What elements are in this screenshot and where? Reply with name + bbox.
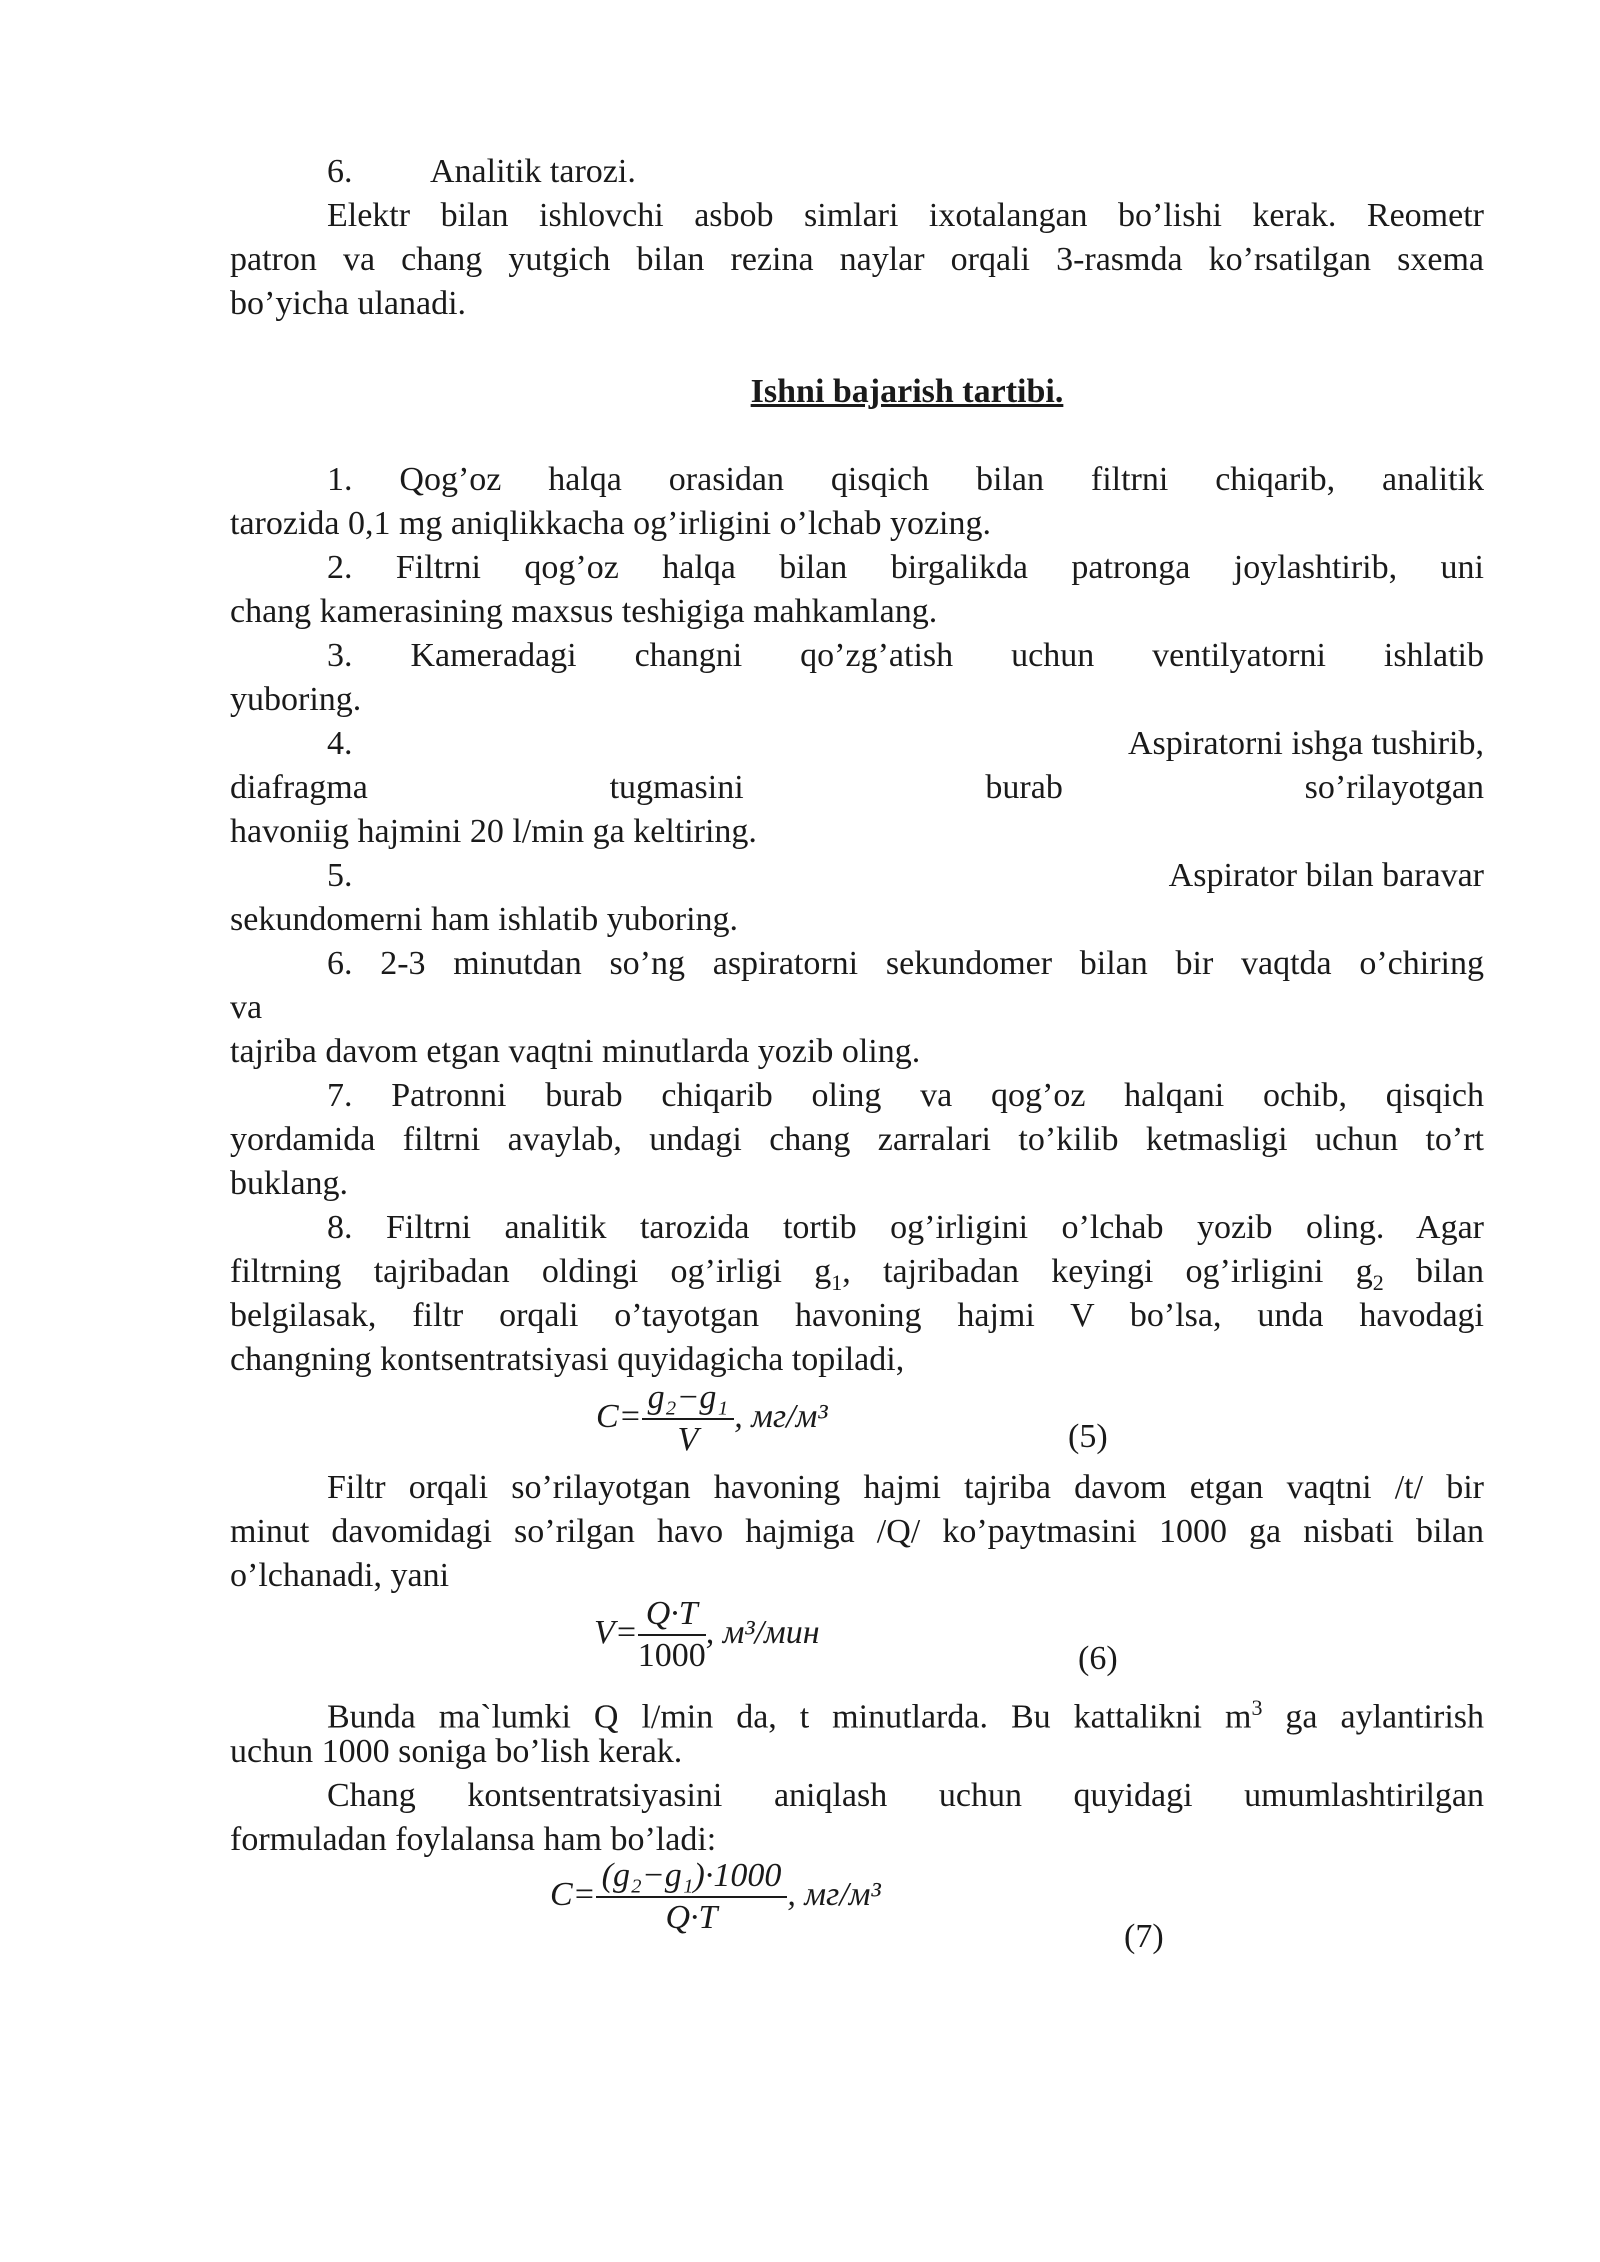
text-run: Bunda ma`lumki Q l/min da, t minutlarda. Bu kattalikni m bbox=[327, 1698, 1252, 1736]
step-6-line: tajriba davom etgan vaqtni minutlarda yozib oling. bbox=[230, 1033, 921, 1070]
paragraph-line: bo’yicha ulanadi. bbox=[230, 285, 467, 322]
formula-7 bbox=[550, 1856, 881, 1938]
section-heading: Ishni bajarish tartibi. bbox=[750, 373, 1064, 410]
list-item-6 bbox=[230, 150, 1484, 194]
step-7-line: yordamida filtrni avaylab, undagi chang zarralari to’kilib ketmasligi uchun to’rt bbox=[230, 1121, 1484, 1158]
numerator: g₂−g₁ bbox=[642, 1378, 735, 1420]
step-6-line: va bbox=[230, 989, 263, 1026]
formula-unit: , мг/м³ bbox=[787, 1875, 881, 1913]
paragraph-line: uchun 1000 soniga bo’lish kerak. bbox=[230, 1733, 683, 1770]
step-8-line: belgilasak, filtr orqali o’tayotgan havoning hajmi V bo’lsa, unda havodagi bbox=[230, 1297, 1484, 1334]
subscript: 1 bbox=[831, 1269, 843, 1295]
item-text: Aspiratorni ishga tushirib, bbox=[1127, 725, 1484, 762]
paragraph-line: patron va chang yutgich bilan rezina naylar orqali 3-rasmda ko’rsatilgan sxema bbox=[230, 241, 1484, 278]
step-3-line: 3. Kameradagi changni qo’zg’atish uchun ventilyatorni ishlatib bbox=[327, 637, 1484, 674]
step-4-line: diafragma tugmasini burab so’rilayotgan bbox=[230, 769, 1484, 806]
denominator: 1000 bbox=[637, 1637, 706, 1674]
text-run: bilan bbox=[1383, 1253, 1485, 1290]
item-text: Aspirator bilan baravar bbox=[1168, 857, 1484, 894]
step-3-line: yuboring. bbox=[230, 681, 362, 718]
step-7-line: 7. Patronni burab chiqarib oling va qog’oz halqani ochib, qisqich bbox=[327, 1077, 1484, 1114]
step-1-line: tarozida 0,1 mg aniqlikkacha og’irligini o’lchab yozing. bbox=[230, 505, 991, 542]
numerator: Q·T bbox=[638, 1594, 706, 1636]
step-5-line: sekundomerni ham ishlatib yuboring. bbox=[230, 901, 739, 938]
formula-6 bbox=[594, 1594, 820, 1676]
step-1-line: 1. Qog’oz halqa orasidan qisqich bilan filtrni chiqarib, analitik bbox=[327, 461, 1484, 498]
formula-fraction bbox=[596, 1856, 788, 1938]
formula-fraction bbox=[638, 1594, 706, 1676]
denominator: V bbox=[677, 1421, 699, 1458]
step-2-line: chang kamerasining maxsus teshigiga mahkamlang. bbox=[230, 593, 938, 630]
paragraph-line: Filtr orqali so’rilayotgan havoning hajmi tajriba davom etgan vaqtni /t/ bir bbox=[327, 1469, 1484, 1506]
item-text: Analitik tarozi. bbox=[430, 153, 636, 190]
paragraph-line: Elektr bilan ishlovchi asbob simlari ixotalangan bo’lishi kerak. Reometr bbox=[327, 197, 1484, 234]
formula-lhs: C= bbox=[550, 1875, 596, 1913]
paragraph-line: Chang kontsentratsiyasini aniqlash uchun quyidagi umumlashtirilgan bbox=[327, 1777, 1484, 1814]
superscript: 3 bbox=[1251, 1695, 1263, 1720]
paragraph-line: o’lchanadi, yani bbox=[230, 1557, 450, 1594]
item-number: 6. bbox=[327, 153, 353, 190]
formula-lhs: C= bbox=[596, 1397, 642, 1435]
step-8-line: changning kontsentratsiyasi quyidagicha topiladi, bbox=[230, 1341, 905, 1378]
step-8-line bbox=[230, 1250, 1484, 1294]
formula-5 bbox=[596, 1378, 828, 1460]
text-run: ga aylantirish bbox=[1262, 1698, 1484, 1736]
paragraph-line bbox=[327, 1686, 1484, 1736]
paragraph-line: formuladan foylalansa ham bo’ladi: bbox=[230, 1821, 717, 1858]
step-8-line: 8. Filtrni analitik tarozida tortib og’irligini o’lchab yozib oling. Agar bbox=[327, 1209, 1484, 1246]
item-number: 4. bbox=[327, 725, 353, 762]
equation-number: (7) bbox=[1124, 1918, 1164, 1955]
subscript: 2 bbox=[1372, 1269, 1384, 1295]
step-7-line: buklang. bbox=[230, 1165, 349, 1202]
text-run: filtrning tajribadan oldingi og’irligi g bbox=[230, 1253, 832, 1290]
text-run: , tajribadan keyingi og’irligini g bbox=[842, 1253, 1373, 1290]
item-number: 5. bbox=[327, 857, 353, 894]
formula-lhs: V= bbox=[594, 1613, 638, 1651]
equation-number: (6) bbox=[1078, 1640, 1118, 1677]
equation-number: (5) bbox=[1068, 1418, 1108, 1455]
step-6-line: 6. 2-3 minutdan so’ng aspiratorni sekundomer bilan bir vaqtda o’chiring bbox=[327, 945, 1484, 982]
numerator: (g₂−g₁)·1000 bbox=[596, 1856, 788, 1898]
paragraph-line: minut davomidagi so’rilgan havo hajmiga /Q/ ko’paytmasini 1000 ga nisbati bilan bbox=[230, 1513, 1484, 1550]
step-5-line bbox=[327, 854, 1484, 898]
formula-unit: , м³/мин bbox=[705, 1613, 820, 1651]
step-4-line: havoniig hajmini 20 l/min ga keltiring. bbox=[230, 813, 757, 850]
denominator: Q·T bbox=[665, 1899, 718, 1936]
formula-fraction bbox=[642, 1378, 735, 1460]
step-4-line bbox=[327, 722, 1484, 766]
formula-unit: , мг/м³ bbox=[734, 1397, 828, 1435]
step-2-line: 2. Filtrni qog’oz halqa bilan birgalikda patronga joylashtirib, uni bbox=[327, 549, 1484, 586]
